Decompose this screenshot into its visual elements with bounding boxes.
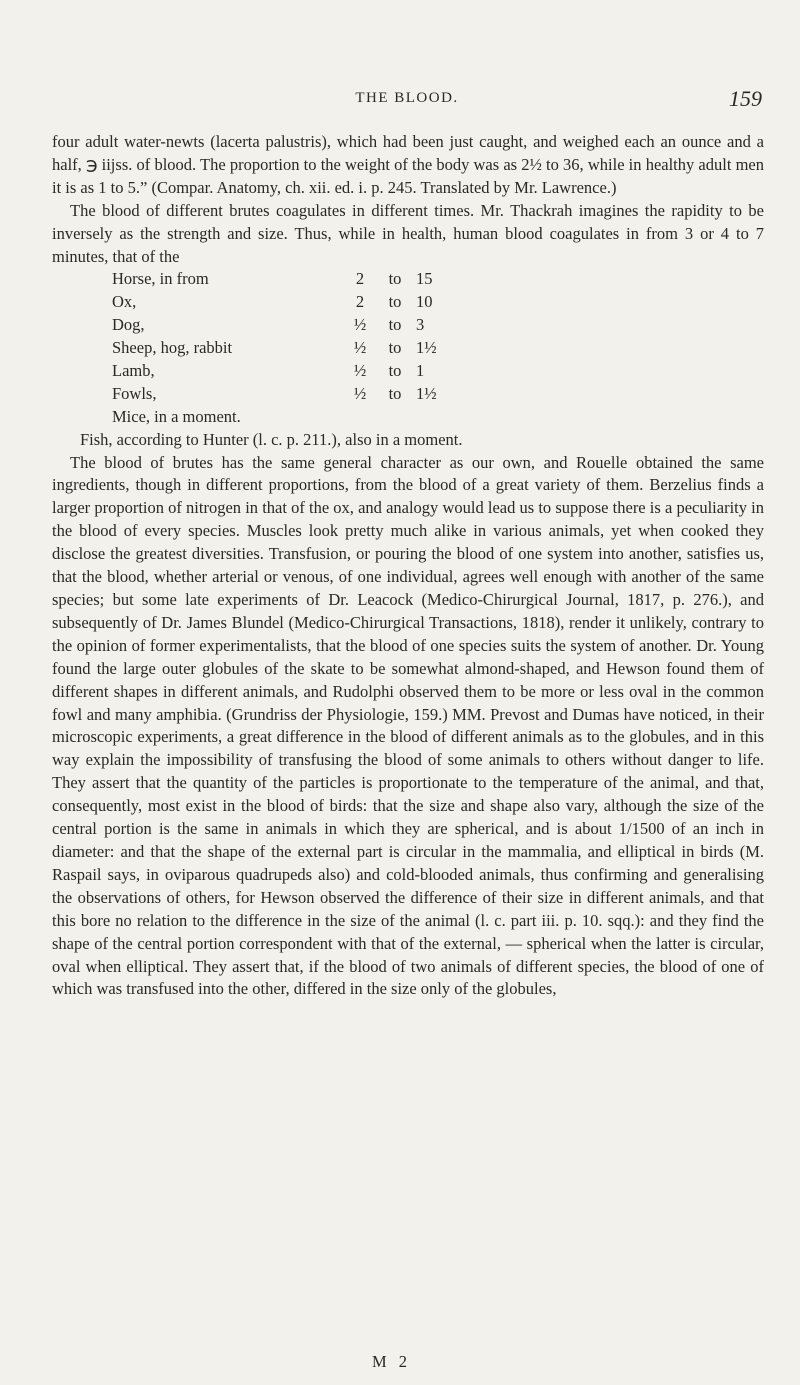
time-to: 15	[416, 269, 433, 289]
fish-line: Fish, according to Hunter (l. c. p. 211.), also in a moment.	[80, 429, 463, 449]
time-to: 10	[416, 292, 433, 312]
time-from: 2	[355, 292, 365, 312]
page-number: 159	[729, 86, 762, 111]
body-text	[52, 131, 764, 1001]
time-to: 1½	[416, 338, 437, 358]
time-from: ½	[353, 383, 367, 403]
time-to: 1	[416, 361, 425, 380]
range-word: to	[388, 269, 402, 289]
paragraph-coagulation: The blood of different brutes coagulates in different times. Mr. Thackrah imagines the rapidity to be inversely as the strength and size. Thus, while in health, human blood coagulates in from 3 or 4 to 7 minutes, that of the	[52, 200, 764, 266]
coagulation-table	[112, 268, 764, 428]
range-word: to	[388, 361, 402, 380]
animal-name: Dog,	[112, 315, 145, 335]
running-head: THE BLOOD.	[355, 90, 459, 106]
animal-name: Ox,	[112, 292, 137, 312]
paragraph-brutes: The blood of brutes has the same general character as our own, and Rouelle obtained the same ingredients, though in different proportions, from the blood of a great variety of them. Berzelius finds a larger proportion of nitrogen in that of the ox, and analogy would lead us to suppose there is a peculiarity in the blood of every species. Muscles look pretty much alike in various animals, yet when cooked they disclose the greatest diversities. Transfusion, or pouring the blood of one system into another, satisfies us, that the blood, whether arterial or venous, of one individual, agrees well enough with another of the same species; but some late experiments of Dr. Leacock (Medico-Chirurgical Journal, 1817, p. 276.), and subsequently of Dr. James Blundel (Medico-Chirurgical Transactions, 1818), render it unlikely, contrary to the opinion of former experimentalists, that the blood of one species suits the system of another. Dr. Young found the large outer globules of the skate to be somewhat almond-shaped, and Hewson found them of different shapes in different animals, and Rudolphi observed them to be more or less oval in the common fowl and many amphibia. (Grundriss der Physiologie, 159.) MM. Prevost and Dumas have noticed, in their microscopic experiments, a great difference in the blood of different animals as to the globules, and in this way explain the impossibility of transfusing the blood of some animals to others without danger to life. They assert that the quantity of the particles is proportionate to the temperature of the animal, and that, consequently, most exist in the blood of birds: that the size and shape also vary, although the size of the central portion is the same in animals in which they are spherical, and is about 1/1500 of an inch in diameter: and that the shape of the external part is circular in the mammalia, and elliptical in birds (M. Raspail says, in oviparous quadrupeds also) and cold-blooded animals, thus confirming and generalising the observations of others, for Hewson observed the difference of their size in different animals, and that this bore no relation to the difference in the size of the animal (l. c. part iii. p. 10. sqq.): and they find the shape of the central portion correspondent with that of the external, — spherical when the latter is circular, oval when elliptical. They assert that, if the blood of two animals of different species, the blood of one of which was transfused into the other, differed in the size only of the globules,	[52, 452, 764, 999]
animal-name: Horse, in from	[112, 269, 209, 289]
table-row	[112, 291, 764, 314]
time-from: ½	[353, 315, 367, 335]
range-word: to	[388, 292, 402, 312]
animal-name: Sheep, hog, rabbit	[112, 338, 233, 358]
table-row	[112, 268, 764, 291]
time-from: 2	[355, 269, 365, 289]
animal-name: Fowls,	[112, 383, 157, 403]
paragraph-continued: four adult water-newts (lacerta palustris), which had been just caught, and weighed each an ounce and a half, ℈ iijss. of blood. The proportion to the weight of the body was as 2½ to 36, while in healthy adult men it is as 1 to 5.” (Compar. Anatomy, ch. xii. ed. i. p. 245. Translated by Mr. Lawrence.)	[52, 132, 764, 197]
table-row	[112, 337, 764, 360]
page-header	[52, 86, 762, 114]
table-row	[112, 314, 764, 337]
table-row-mice	[112, 406, 764, 429]
range-word: to	[388, 315, 402, 335]
mice-line: Mice, in a moment.	[112, 406, 241, 426]
time-to: 3	[416, 315, 425, 335]
time-to: 1½	[416, 383, 437, 403]
time-from: ½	[353, 361, 367, 380]
animal-name: Lamb,	[112, 361, 155, 380]
table-row	[112, 360, 764, 383]
time-from: ½	[353, 338, 367, 358]
range-word: to	[388, 383, 402, 403]
signature-mark: M 2	[372, 1352, 412, 1371]
range-word: to	[388, 338, 402, 358]
table-row	[112, 383, 764, 406]
